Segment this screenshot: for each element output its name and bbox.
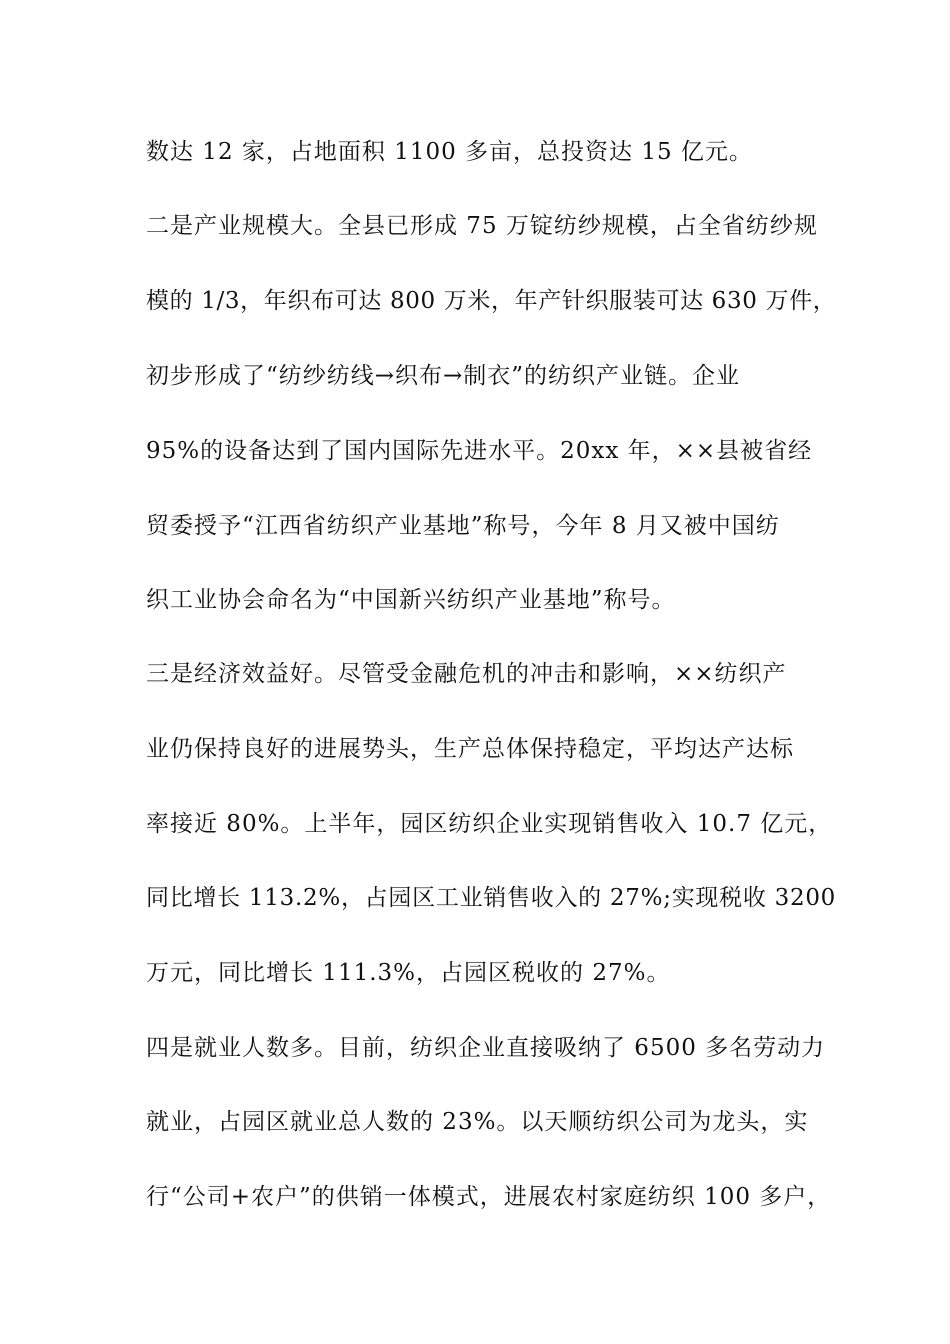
- text-line: 贸委授予“江西省纺织产业基地”称号，今年 8 月又被中国纺: [146, 513, 780, 539]
- text-line: 行“公司+农户”的供销一体模式，进展农村家庭纺织 100 多户，: [146, 1184, 832, 1210]
- text-line: 业仍保持良好的进展势头，生产总体保持稳定，平均达产达标: [146, 736, 794, 762]
- text-line: 95%的设备达到了国内国际先进水平。20xx 年，××县被省经: [146, 438, 813, 464]
- text-line: 万元，同比增长 111.3%，占园区税收的 27%。: [146, 960, 671, 986]
- text-line: 二是产业规模大。全县已形成 75 万锭纺纱规模，占全省纺纱规: [146, 213, 818, 239]
- text-line: 数达 12 家，占地面积 1100 多亩，总投资达 15 亿元。: [146, 139, 753, 165]
- text-line: 四是就业人数多。目前，纺织企业直接吸纳了 6500 多名劳动力: [146, 1035, 826, 1061]
- text-line: 率接近 80%。上半年，园区纺织企业实现销售收入 10.7 亿元，: [146, 811, 833, 837]
- text-line: 同比增长 113.2%，占园区工业销售收入的 27%;实现税收 3200: [146, 885, 837, 911]
- text-line: 织工业协会命名为“中国新兴纺织产业基地”称号。: [146, 587, 676, 613]
- text-line: 就业，占园区就业总人数的 23%。以天顺纺织公司为龙头，实: [146, 1109, 809, 1135]
- text-line: 三是经济效益好。尽管受金融危机的冲击和影响，××纺织产: [146, 661, 787, 687]
- text-line: 初步形成了“纺纱纺线→织布→制衣”的纺织产业链。企业: [146, 363, 741, 389]
- text-line: 模的 1/3，年织布可达 800 万米，年产针织服装可达 630 万件，: [146, 288, 837, 314]
